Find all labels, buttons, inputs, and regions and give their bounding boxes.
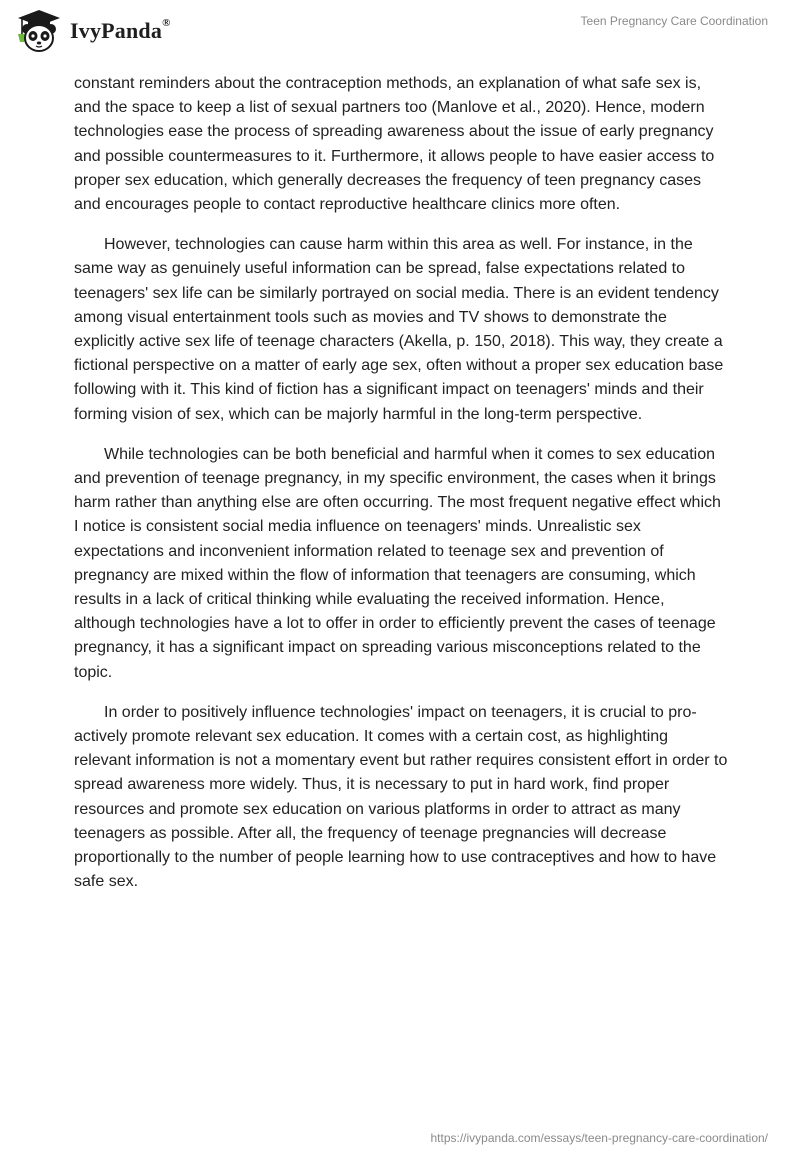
essay-body: [74, 72, 729, 911]
paragraph-1: constant reminders about the contraception methods, an explanation of what safe sex is, and the space to keep a list of sexual partners too (Manlove et al., 2020). Hence, modern technologies ease the process of spreading awareness about the issue of early pregnancy and possible countermeasures to it. Furthermore, it allows people to have easier access to proper sex education, which generally decreases the frequency of teen pregnancy cases and encourages people to contact reproductive healthcare clinics more often.: [74, 75, 715, 214]
panda-icon: [14, 8, 64, 54]
paragraph-2: However, technologies can cause harm within this area as well. For instance, in the same way as genuinely useful information can be spread, false expectations related to teenagers' sex life can be similarly portrayed on social media. There is an evident tendency among visual entertainment tools such as movies and TV shows to demonstrate the explicitly active sex life of teenage characters (Akella, p. 150, 2018). This way, they create a fictional perspective on a matter of early age sex, often without a proper sex education base following with it. This kind of fiction has a significant impact on teenagers' minds and their forming vision of sex, which can be majorly harmful in the long-term perspective.: [74, 236, 724, 423]
registered-mark: ®: [162, 16, 171, 29]
document-title: Teen Pregnancy Care Coordination: [580, 14, 768, 28]
brand-name: IvyPanda®: [70, 16, 171, 43]
paragraph-3: While technologies can be both beneficial and harmful when it comes to sex education and prevention of teenage pregnancy, in my specific environment, the cases when it brings harm rather than anything else are often occurring. The most frequent negative effect which I notice is consistent social media influence on teenagers' minds. Unrealistic sex expectations and inconvenient information related to teenage sex and prevention of pregnancy are mixed within the flow of information that teenagers are consuming, which results in a lack of critical thinking while evaluating the received information. Hence, although technologies have a lot to offer in order to efficiently prevent the cases of teenage pregnancy, it has a significant impact on spreading various misconceptions related to the topic.: [74, 445, 721, 681]
source-url-link[interactable]: https://ivypanda.com/essays/teen-pregnancy-care-coordination/: [430, 1131, 768, 1145]
ivypanda-logo[interactable]: [14, 8, 171, 54]
paragraph-4: In order to positively influence technologies' impact on teenagers, it is crucial to pro-actively promote relevant sex education. It comes with a certain cost, as highlighting relevant information is not a momentary event but rather requires consistent effort in order to spread awareness more widely. Thus, it is necessary to put in hard work, find proper resources and promote sex education on various platforms in order to attract as many teenagers as possible. After all, the frequency of teenage pregnancies will decrease proportionally to the number of people learning how to use contraceptives and how to have safe sex.: [74, 703, 728, 891]
page-header: [0, 0, 800, 70]
